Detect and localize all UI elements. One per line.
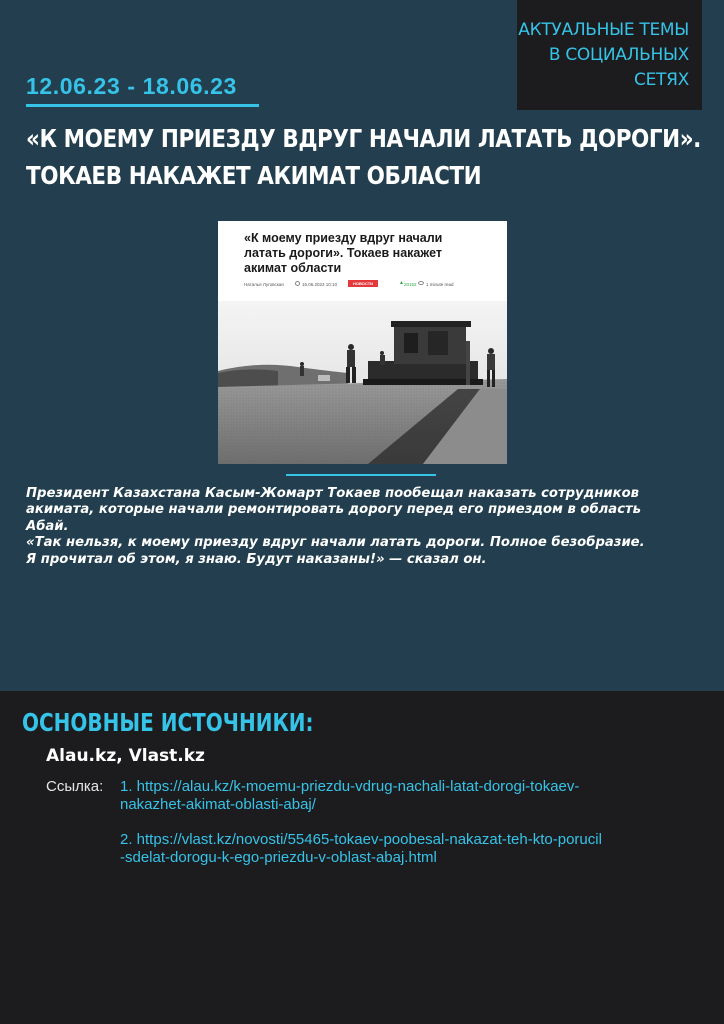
article-title: [244, 231, 494, 276]
article-title-line: акимат области: [244, 261, 342, 275]
source-links: [120, 778, 710, 867]
link-gap: [120, 814, 710, 831]
link-line: nakazhet-akimat-oblasti-abaj/: [120, 796, 316, 813]
summary-line: «Так нельзя, к моему приезду вдруг начали латать дороги. Полное безобразие.: [26, 535, 645, 551]
road-paving-photo: [218, 301, 507, 464]
eye-icon: [418, 281, 424, 285]
summary-line: Президент Казахстана Касым-Жомарт Токаев пообещал наказать сотрудников: [26, 486, 640, 501]
article-preview-image: [218, 221, 507, 464]
link-line: -sdelat-dorogu-k-ego-priezdu-v-oblast-abaj.html: [120, 849, 437, 866]
link-line: 1. https://alau.kz/k-moemu-priezdu-vdrug-nachali-latat-dorogi-tokaev-: [120, 778, 580, 795]
date-range: 12.06.23 - 18.06.23: [26, 73, 237, 99]
headline: [26, 120, 701, 194]
article-summary: [26, 486, 696, 568]
source-link-vlast[interactable]: [120, 831, 710, 867]
summary-line: акимата, которые начали ремонтировать дорогу перед его приездом в область: [26, 502, 642, 518]
read-time: 1 minute read: [426, 282, 454, 287]
article-meta: [244, 280, 504, 290]
badge-line: В СОЦИАЛЬНЫХ: [548, 45, 689, 65]
article-title-line: латать дороги». Токаев накажет: [244, 246, 442, 260]
link-label: Ссылка:: [46, 778, 104, 795]
clock-icon: [295, 281, 300, 286]
summary-line: Абай.: [26, 518, 69, 534]
divider: [286, 474, 436, 476]
source-link-alau[interactable]: [120, 778, 710, 814]
headline-line: ТОКАЕВ НАКАЖЕТ АКИМАТ ОБЛАСТИ: [26, 161, 482, 190]
sources-title: ОСНОВНЫЕ ИСТОЧНИКИ:: [22, 708, 314, 737]
badge-line: СЕТЯХ: [634, 70, 689, 90]
topic-badge: [517, 0, 702, 110]
article-views: 20152: [404, 282, 417, 287]
headline-line: «К МОЕМУ ПРИЕЗДУ ВДРУГ НАЧАЛИ ЛАТАТЬ ДОРОГИ».: [26, 124, 701, 153]
category-badge: НОВОСТИ: [348, 280, 378, 287]
badge-line: АКТУАЛЬНЫЕ ТЕМЫ: [518, 20, 689, 40]
link-line: 2. https://vlast.kz/novosti/55465-tokaev-poobesal-nakazat-teh-kto-porucil: [120, 831, 602, 848]
article-author: Наталья Луговская: [244, 282, 284, 287]
summary-line: Я прочитал об этом, я знаю. Будут наказаны!» — сказал он.: [26, 551, 487, 567]
article-datetime: 15.06.2023 10:10: [302, 282, 338, 287]
trend-up-icon: ▲: [399, 280, 404, 286]
source-outlets: Alau.kz, Vlast.kz: [46, 746, 205, 766]
date-underline: [26, 104, 259, 107]
article-title-line: «К моему приезду вдруг начали: [244, 231, 443, 245]
